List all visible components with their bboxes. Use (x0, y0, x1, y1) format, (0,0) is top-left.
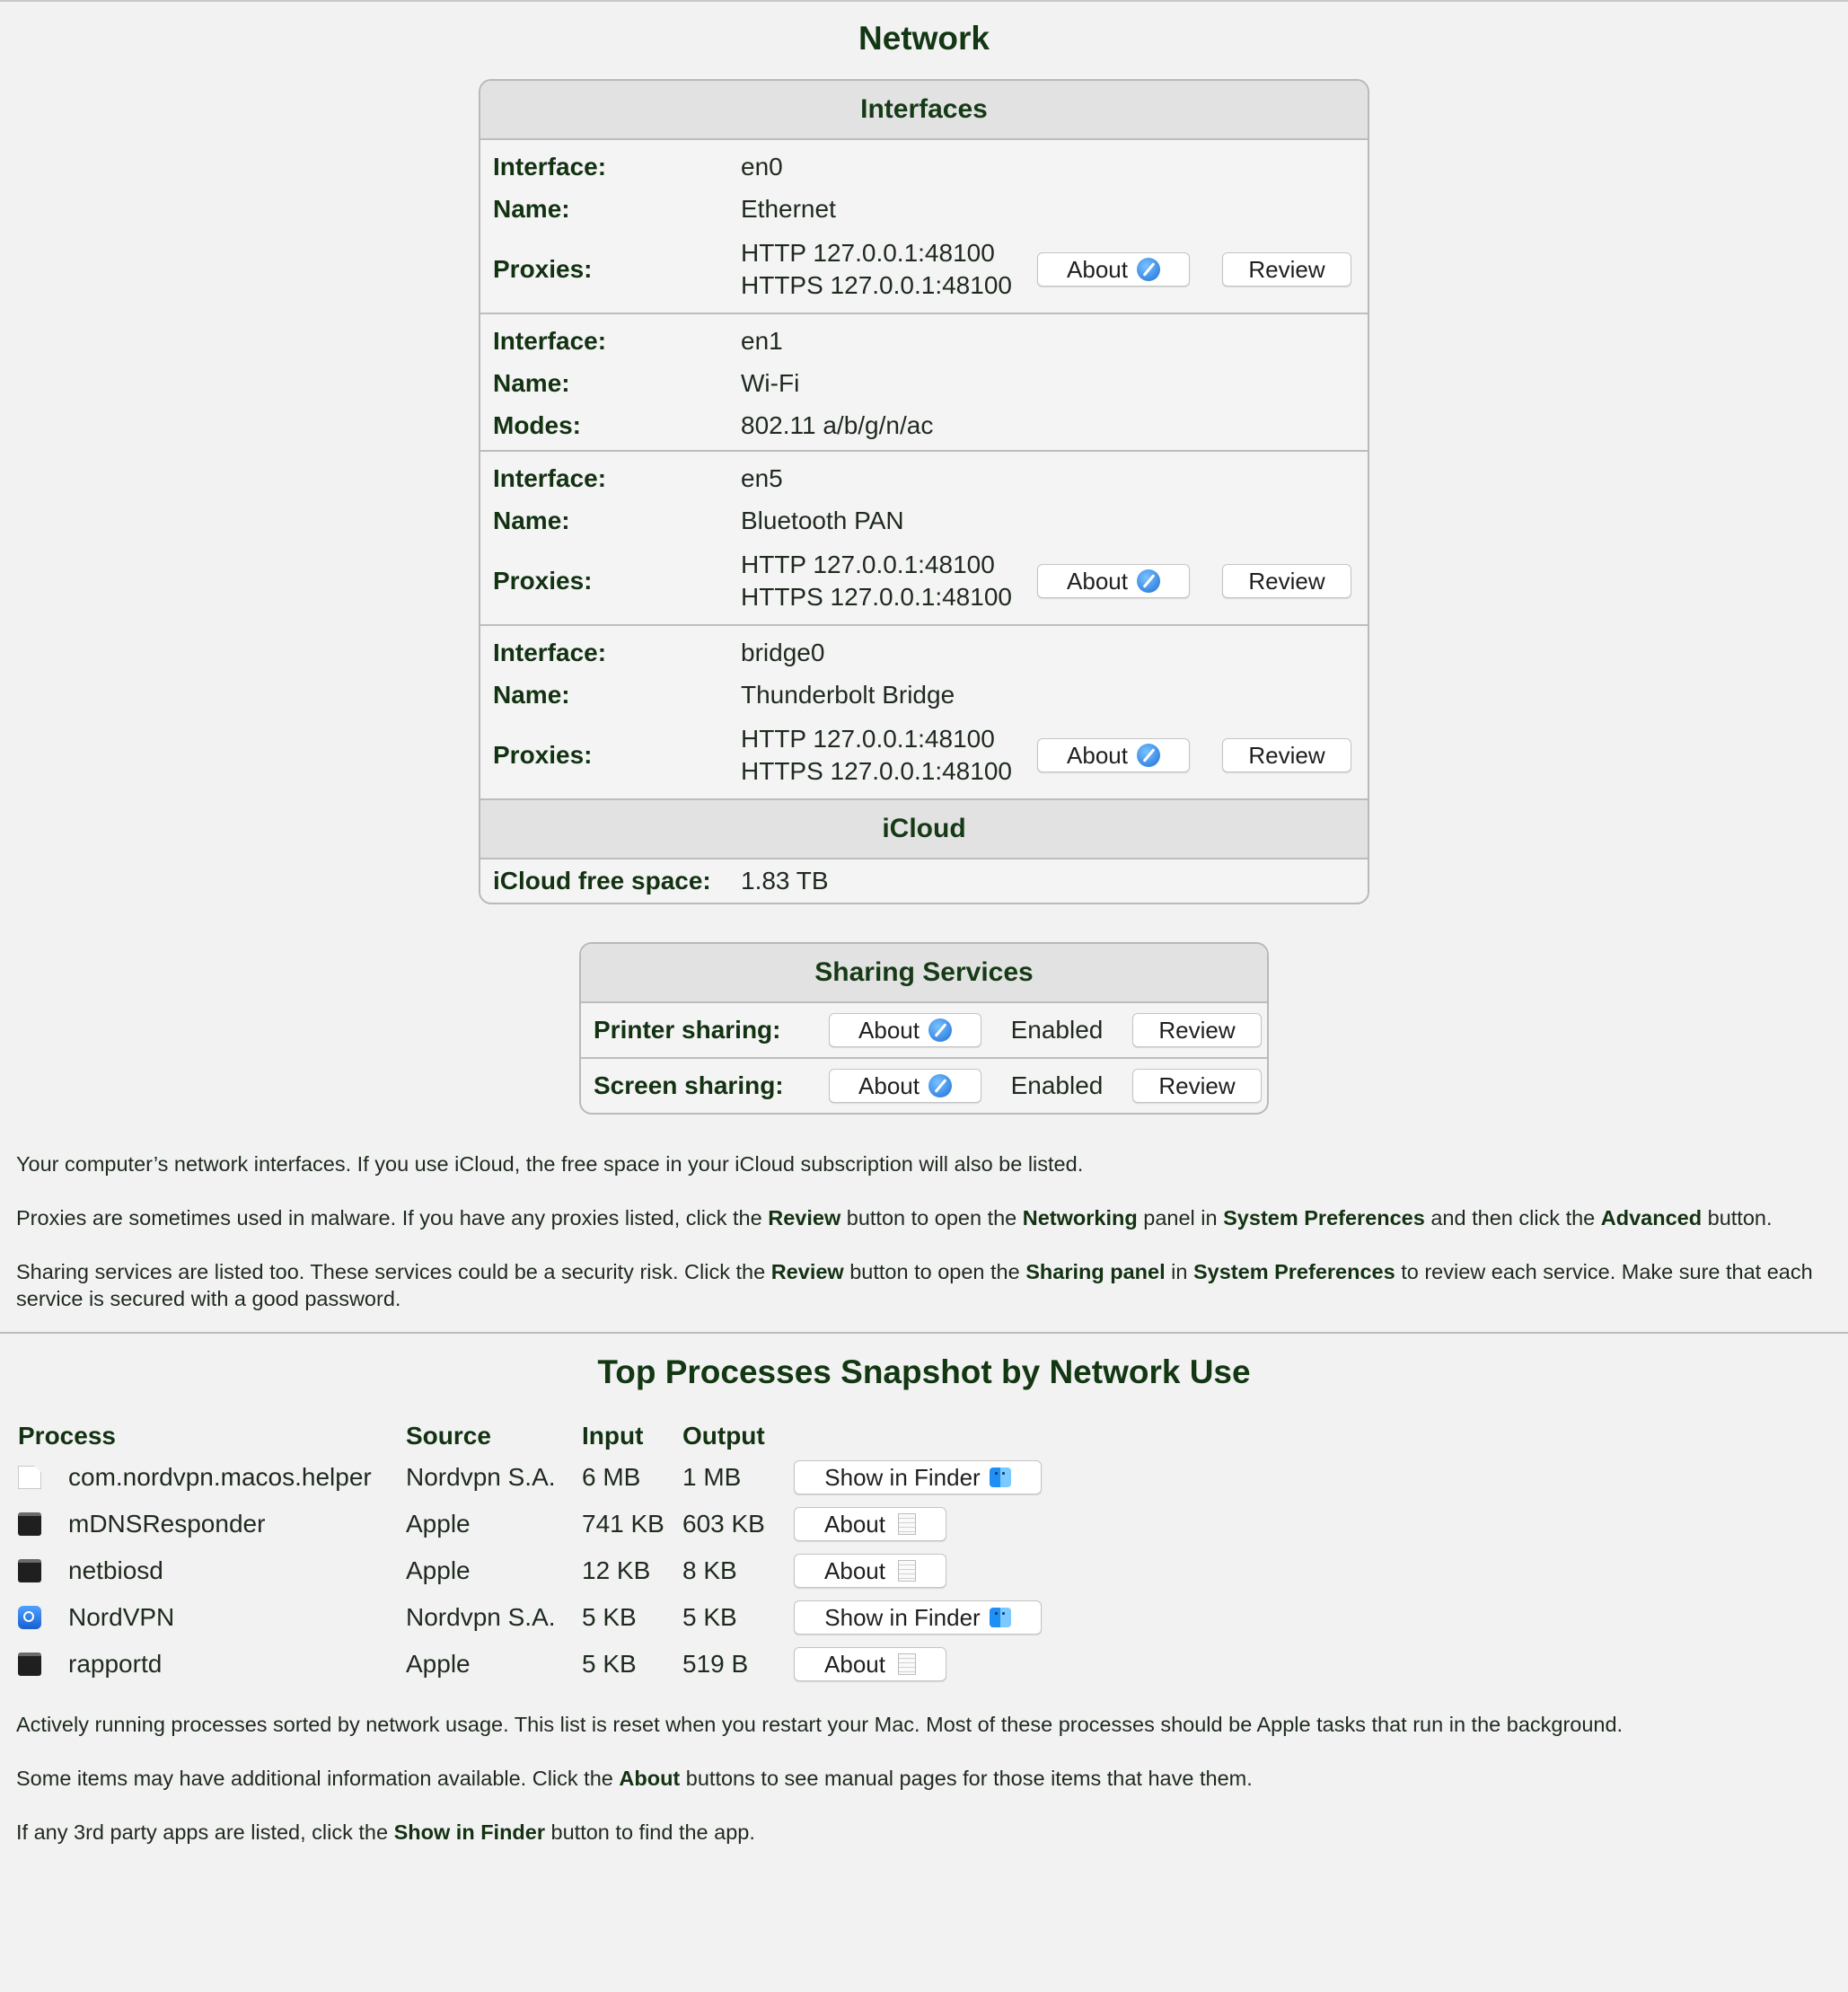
about-button[interactable] (1037, 564, 1190, 598)
show-in-finder-label: Show in Finder (824, 1603, 981, 1631)
review-button[interactable]: Review (1222, 738, 1351, 772)
icloud-label: iCloud free space: (493, 867, 711, 895)
process-output: 8 KB (682, 1556, 737, 1584)
interface-row (480, 457, 1368, 499)
about-button[interactable] (794, 1647, 946, 1681)
page-title: Network (858, 20, 990, 57)
icloud-value: 1.83 TB (741, 867, 829, 895)
process-name: netbiosd (68, 1556, 163, 1584)
column-action (794, 1418, 1042, 1454)
table-row (18, 1454, 1042, 1501)
modes-value: 802.11 a/b/g/n/ac (741, 410, 934, 439)
name-row (480, 674, 1368, 716)
interface-row (480, 631, 1368, 674)
about-button[interactable] (1037, 252, 1190, 286)
name-value: Wi-Fi (741, 368, 800, 397)
about-button-label: About (1067, 741, 1128, 769)
interface-value: en5 (741, 463, 783, 492)
about-button-label: About (858, 1016, 920, 1044)
about-button[interactable] (1037, 738, 1190, 772)
table-row (18, 1641, 1042, 1688)
sharing-services-card (579, 942, 1269, 1115)
printer-sharing-status: Enabled (1010, 1016, 1104, 1044)
name-label: Name: (493, 680, 570, 709)
process-output: 519 B (682, 1650, 749, 1678)
proxies-value (741, 723, 1037, 788)
interface-label: Interface: (493, 326, 607, 355)
process-name: NordVPN (68, 1603, 175, 1631)
printer-sharing-row (581, 1003, 1267, 1057)
review-button[interactable]: Review (1222, 564, 1351, 598)
proxy-https: HTTPS 127.0.0.1:48100 (741, 757, 1012, 785)
process-desc-p1: Actively running processes sorted by network usage. This list is reset when you restart your Mac. Most of these processes should be Apple tasks that run in the background. (16, 1713, 1624, 1736)
proxies-row (480, 716, 1368, 795)
about-button[interactable] (829, 1013, 981, 1047)
finder-icon (990, 1608, 1011, 1627)
interface-value: en0 (741, 152, 783, 181)
terminal-icon (18, 1559, 41, 1582)
proxy-https: HTTPS 127.0.0.1:48100 (741, 271, 1012, 299)
interface-group-en1 (480, 314, 1368, 452)
proxies-label: Proxies: (493, 255, 593, 283)
name-value: Thunderbolt Bridge (741, 680, 955, 709)
document-icon (18, 1466, 41, 1489)
show-in-finder-button[interactable] (794, 1460, 1042, 1494)
finder-icon (990, 1468, 1011, 1487)
interface-value: bridge0 (741, 638, 825, 666)
man-page-icon (898, 1560, 916, 1582)
interface-group-bridge0 (480, 626, 1368, 800)
terminal-icon (18, 1653, 41, 1676)
processes-table (18, 1418, 1042, 1688)
name-label: Name: (493, 506, 570, 534)
safari-compass-icon (1137, 258, 1160, 281)
process-input: 6 MB (582, 1463, 641, 1491)
proxies-row (480, 230, 1368, 309)
review-button[interactable]: Review (1132, 1013, 1262, 1047)
process-name: rapportd (68, 1650, 163, 1678)
network-description (0, 1150, 1848, 1312)
process-name: com.nordvpn.macos.helper (68, 1463, 372, 1491)
table-header-row (18, 1418, 1042, 1454)
interface-row (480, 320, 1368, 362)
top-divider (0, 0, 1848, 2)
process-source: Apple (406, 1556, 471, 1584)
about-button-label: About (1067, 567, 1128, 595)
proxies-label: Proxies: (493, 741, 593, 769)
proxy-http: HTTP 127.0.0.1:48100 (741, 725, 995, 753)
column-input: Input (582, 1422, 644, 1450)
proxy-http: HTTP 127.0.0.1:48100 (741, 239, 995, 267)
processes-title: Top Processes Snapshot by Network Use (597, 1353, 1251, 1390)
process-output: 603 KB (682, 1510, 765, 1538)
process-source: Nordvpn S.A. (406, 1463, 556, 1491)
terminal-icon (18, 1512, 41, 1536)
about-button[interactable] (794, 1554, 946, 1588)
icloud-row (480, 859, 1368, 903)
about-button-label: About (1067, 255, 1128, 283)
proxies-value (741, 237, 1037, 302)
interface-row (480, 145, 1368, 188)
review-button[interactable]: Review (1132, 1069, 1262, 1103)
about-button[interactable] (829, 1069, 981, 1103)
proxy-http: HTTP 127.0.0.1:48100 (741, 551, 995, 578)
name-value: Bluetooth PAN (741, 506, 904, 534)
column-output: Output (682, 1422, 765, 1450)
network-desc-p2: Proxies are sometimes used in malware. If you have any proxies listed, click the Review button to open the Networking panel in System Preferences and then click the Advanced button. (16, 1206, 1773, 1230)
process-source: Apple (406, 1510, 471, 1538)
about-button-label: About (824, 1510, 885, 1538)
sharing-header: Sharing Services (581, 944, 1267, 1003)
interface-label: Interface: (493, 152, 607, 181)
show-in-finder-label: Show in Finder (824, 1463, 981, 1491)
proxies-value (741, 549, 1037, 613)
man-page-icon (898, 1513, 916, 1535)
table-row (18, 1547, 1042, 1594)
modes-row (480, 404, 1368, 446)
interface-group-en0 (480, 140, 1368, 314)
process-desc-p3: If any 3rd party apps are listed, click the Show in Finder button to find the app. (16, 1820, 755, 1844)
section-divider (0, 1332, 1848, 1334)
process-output: 5 KB (682, 1603, 737, 1631)
name-label: Name: (493, 368, 570, 397)
proxies-row (480, 542, 1368, 621)
process-name: mDNSResponder (68, 1510, 266, 1538)
safari-compass-icon (928, 1018, 952, 1042)
name-row (480, 188, 1368, 230)
review-button[interactable]: Review (1222, 252, 1351, 286)
name-row (480, 362, 1368, 404)
interface-group-en5 (480, 452, 1368, 626)
safari-compass-icon (1137, 569, 1160, 593)
screen-sharing-row (581, 1057, 1267, 1113)
man-page-icon (898, 1653, 916, 1675)
proxy-https: HTTPS 127.0.0.1:48100 (741, 583, 1012, 611)
about-button-label: About (824, 1556, 885, 1584)
interface-label: Interface: (493, 463, 607, 492)
printer-sharing-label: Printer sharing: (594, 1016, 781, 1044)
name-value: Ethernet (741, 194, 836, 223)
table-row (18, 1501, 1042, 1547)
process-input: 741 KB (582, 1510, 664, 1538)
modes-label: Modes: (493, 410, 581, 439)
icloud-header: iCloud (480, 800, 1368, 859)
process-source: Nordvpn S.A. (406, 1603, 556, 1631)
interfaces-header: Interfaces (480, 81, 1368, 140)
interfaces-card (479, 79, 1369, 904)
safari-compass-icon (1137, 744, 1160, 767)
interface-label: Interface: (493, 638, 607, 666)
process-input: 5 KB (582, 1650, 637, 1678)
name-row (480, 499, 1368, 542)
table-row (18, 1594, 1042, 1641)
column-process: Process (18, 1422, 116, 1450)
name-label: Name: (493, 194, 570, 223)
interface-value: en1 (741, 326, 783, 355)
process-description (0, 1711, 1848, 1846)
screen-sharing-status: Enabled (1010, 1071, 1104, 1099)
network-desc-p1: Your computer’s network interfaces. If you use iCloud, the free space in your iCloud subscription will also be listed. (16, 1152, 1084, 1176)
process-input: 5 KB (582, 1603, 637, 1631)
about-button[interactable] (794, 1507, 946, 1541)
process-source: Apple (406, 1650, 471, 1678)
safari-compass-icon (928, 1074, 952, 1097)
process-desc-p2: Some items may have additional information available. Click the About buttons to see manual pages for those items that have them. (16, 1767, 1253, 1790)
process-input: 12 KB (582, 1556, 651, 1584)
column-source: Source (406, 1422, 491, 1450)
proxies-label: Proxies: (493, 567, 593, 595)
nordvpn-app-icon (18, 1606, 41, 1629)
process-output: 1 MB (682, 1463, 742, 1491)
about-button-label: About (824, 1650, 885, 1678)
show-in-finder-button[interactable] (794, 1600, 1042, 1635)
network-desc-p3: Sharing services are listed too. These services could be a security risk. Click the Review button to open the Sharing panel in System Preferences to review each service. Make sure that each service is secured with a good password. (16, 1260, 1813, 1310)
screen-sharing-label: Screen sharing: (594, 1071, 784, 1099)
about-button-label: About (858, 1071, 920, 1099)
